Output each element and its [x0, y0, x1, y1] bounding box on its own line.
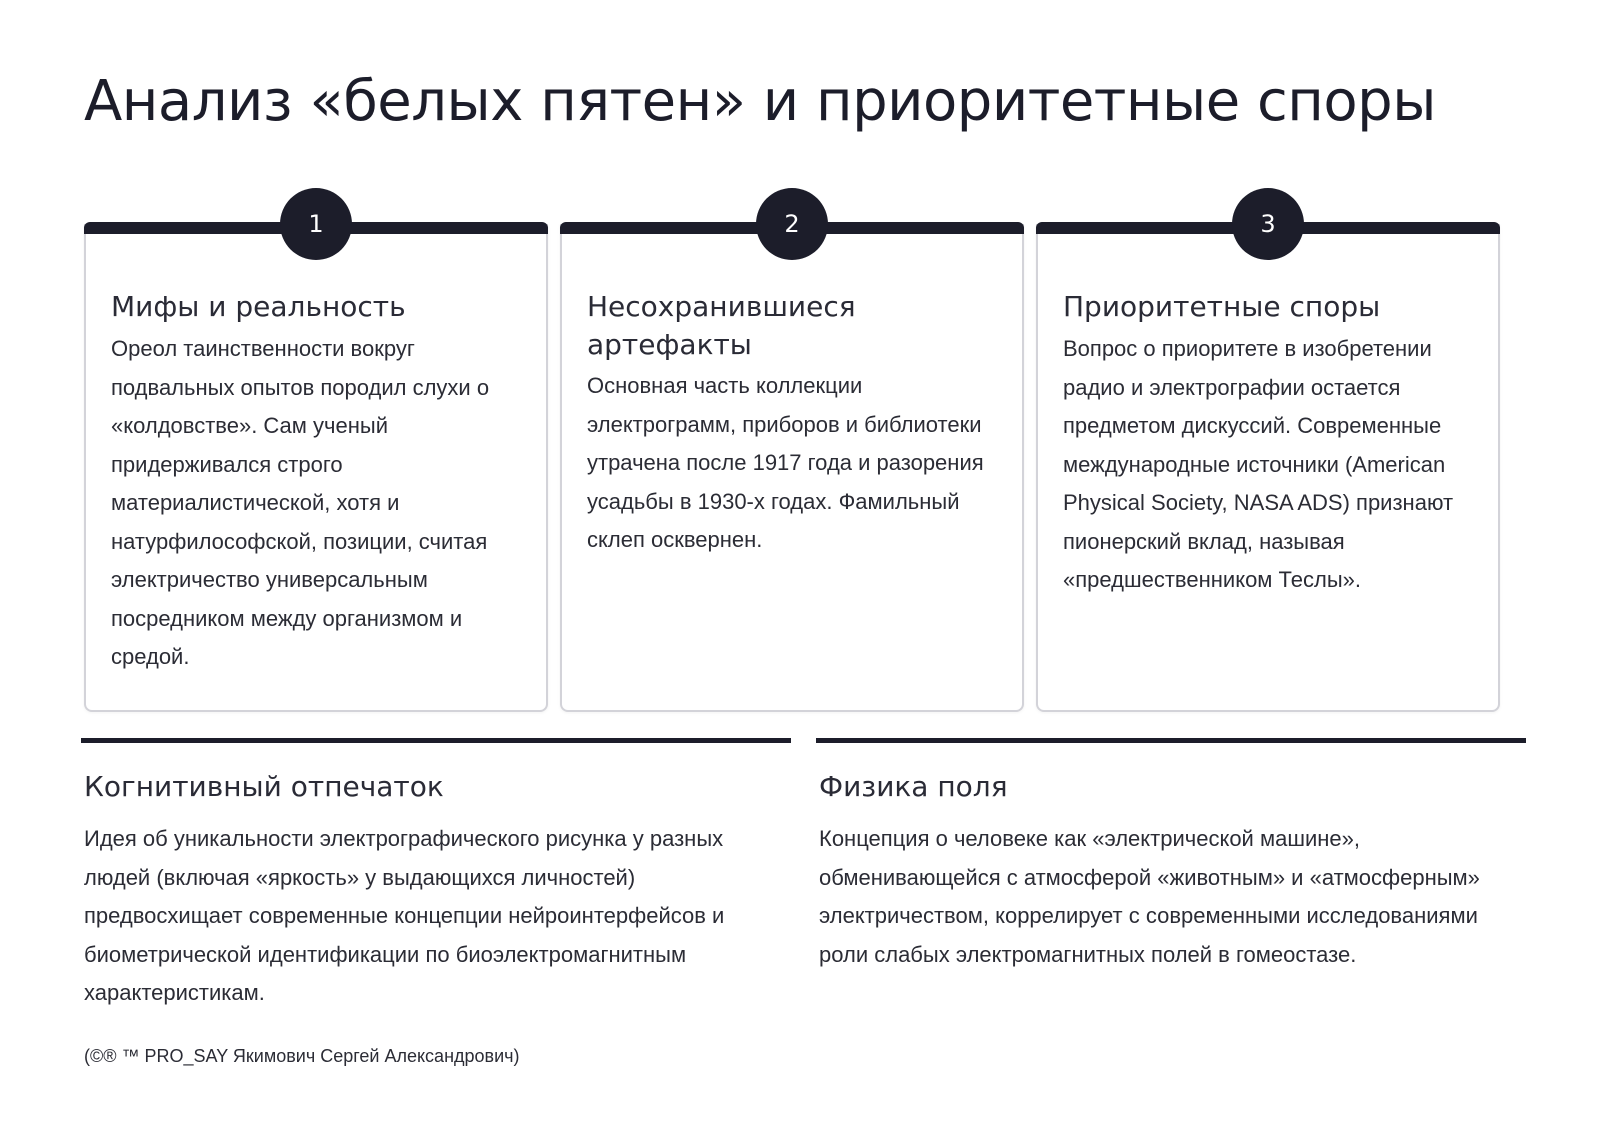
- section-title: Когнитивный отпечаток: [84, 770, 444, 803]
- card-text: Ореол таинственности вокруг подвальных опытов породил слухи о «колдовстве». Сам ученый придерживался строго материалистической, хотя и натурфилософской, позиции, считая электричество универсальным посредником между организмом и средой.: [111, 336, 490, 669]
- card-artifacts: [560, 188, 1024, 712]
- section-text: Концепция о человеке как «электрической машине», обменивающейся с атмосферой «животным» и «атмосферным» электричеством, коррелирует с современными исследованиями роли слабых электромагнитных полей в гомеостазе.: [819, 826, 1480, 967]
- card-priority: [1036, 188, 1500, 712]
- card-title: Несохранившиеся артефакты: [587, 290, 856, 361]
- section-text: Идея об уникальности электрографического рисунка у разных людей (включая «яркость» у выдающихся личностей) предвосхищает современные концепции нейроинтерфейсов и биометрической идентификации по биоэлектромагнитным характеристикам.: [84, 826, 725, 1005]
- section-title: Физика поля: [819, 770, 1008, 803]
- card-text: Вопрос о приоритете в изобретении радио и электрографии остается предметом дискуссий. Современные международные источники (American Physical Society, NASA ADS) признают пионерский вклад, называя «предшественником Теслы».: [1063, 336, 1454, 592]
- copyright-footer: (©® ™ PRO_SAY Якимович Сергей Александрович): [84, 1046, 520, 1066]
- card-text: Основная часть коллекции электрограмм, приборов и библиотеки утрачена после 1917 года и разорения усадьбы в 1930-х годах. Фамильный склеп осквернен.: [587, 373, 984, 552]
- section-divider: [81, 738, 791, 743]
- card-number-badge: 2: [756, 188, 828, 260]
- section-divider: [816, 738, 1526, 743]
- cards-row: [84, 188, 1524, 712]
- card-title: Приоритетные споры: [1063, 290, 1381, 323]
- card-myths: [84, 188, 548, 712]
- card-title: Мифы и реальность: [111, 290, 406, 323]
- card-number-badge: 3: [1232, 188, 1304, 260]
- page-title: Анализ «белых пятен» и приоритетные споры: [84, 69, 1436, 134]
- card-number-badge: 1: [280, 188, 352, 260]
